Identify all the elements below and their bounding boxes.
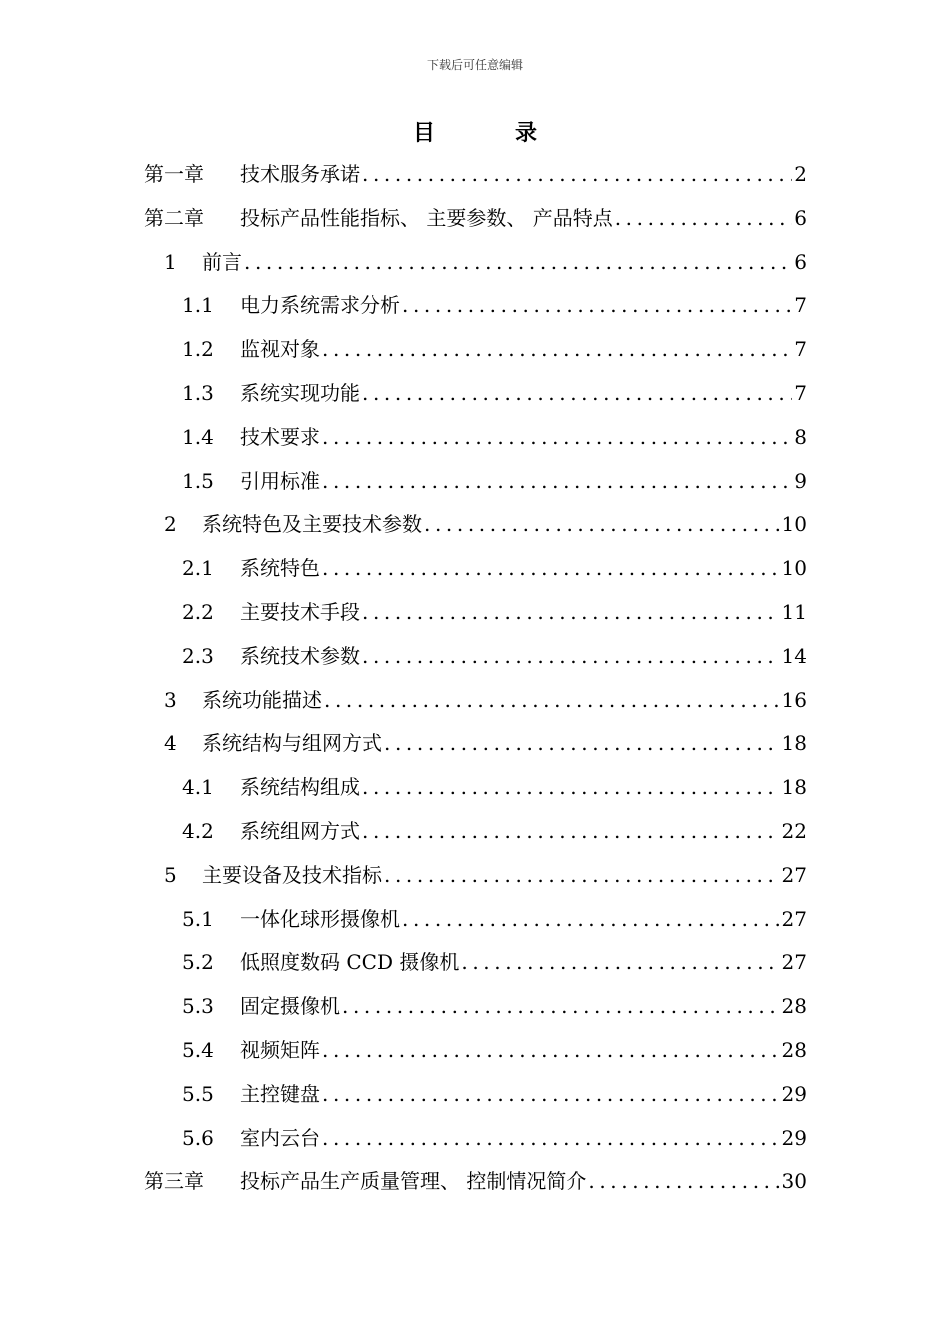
toc-entry[interactable] — [144, 591, 807, 635]
toc-entry-page: 27 — [781, 862, 807, 887]
toc-entry-page: 14 — [781, 643, 807, 668]
toc-entry-label: 监视对象 — [240, 337, 320, 362]
toc-entry-number: 1.4 — [182, 424, 214, 449]
toc-entry[interactable] — [144, 854, 807, 898]
toc-entry-page: 2 — [794, 162, 807, 186]
toc-entry-number: 1.1 — [182, 293, 214, 318]
toc-entry-number: 第三章 — [144, 1169, 204, 1194]
toc-entry[interactable] — [144, 941, 807, 985]
toc-dot-leader — [322, 416, 792, 460]
toc-entry-label: 投标产品生产质量管理、 控制情况简介 — [240, 1169, 587, 1194]
toc-entry-label: 系统技术参数 — [240, 643, 360, 668]
toc-dot-leader — [322, 328, 792, 372]
toc-dot-leader — [362, 372, 792, 416]
toc-entry-page: 8 — [794, 424, 807, 449]
toc-entry-page: 10 — [781, 512, 807, 537]
toc-entry-label: 前言 — [202, 249, 242, 274]
toc-entry-label: 低照度数码 CCD 摄像机 — [240, 950, 460, 975]
toc-entry-label: 系统结构与组网方式 — [202, 731, 382, 756]
toc-entry-label: 引用标准 — [240, 468, 320, 493]
toc-entry[interactable] — [144, 372, 807, 416]
toc-entry[interactable] — [144, 810, 807, 854]
toc-dot-leader — [322, 1117, 780, 1161]
toc-entry-number: 5.5 — [182, 1081, 214, 1106]
toc-entry[interactable] — [144, 766, 807, 810]
toc-entry-number: 2 — [164, 512, 177, 537]
toc-entry-page: 29 — [781, 1081, 807, 1106]
toc-entry[interactable] — [144, 153, 807, 197]
toc-entry-number: 4 — [164, 731, 177, 756]
toc-entry-number: 1.5 — [182, 468, 214, 493]
toc-dot-leader — [424, 503, 780, 547]
toc-dot-leader — [322, 460, 792, 504]
toc-dot-leader — [322, 1073, 780, 1117]
toc-entry-page: 28 — [781, 1037, 807, 1062]
toc-entry-number: 5 — [164, 862, 177, 887]
toc-entry[interactable] — [144, 898, 807, 942]
toc-entry-label: 系统实现功能 — [240, 380, 360, 405]
toc-entry-label: 电力系统需求分析 — [240, 293, 400, 318]
toc-entry-label: 技术要求 — [240, 424, 320, 449]
toc-entry-page: 29 — [781, 1125, 807, 1150]
toc-entry[interactable] — [144, 416, 807, 460]
toc-dot-leader — [362, 766, 780, 810]
toc-entry[interactable] — [144, 1029, 807, 1073]
toc-dot-leader — [615, 197, 793, 241]
toc-entry[interactable] — [144, 460, 807, 504]
toc-entry-page: 6 — [794, 249, 807, 274]
toc-entry-page: 27 — [781, 950, 807, 975]
toc-entry-page: 10 — [781, 556, 807, 581]
toc-title-part2: 录 — [515, 121, 538, 146]
toc-entry[interactable] — [144, 635, 807, 679]
page-header-note: 下载后可任意编辑 — [426, 58, 523, 72]
toc-entry-number: 5.4 — [182, 1037, 214, 1062]
toc-dot-leader — [342, 985, 780, 1029]
toc-entry-label: 系统功能描述 — [202, 687, 322, 712]
toc-title-part1: 目 — [412, 121, 435, 146]
toc-entry[interactable] — [144, 241, 807, 285]
toc-entry-page: 7 — [794, 337, 807, 362]
toc-entry-number: 4.2 — [182, 818, 214, 843]
toc-entry[interactable] — [144, 1160, 807, 1204]
toc-dot-leader — [362, 153, 792, 197]
toc-entry-label: 主要技术手段 — [240, 599, 360, 624]
toc-entry-label: 室内云台 — [240, 1125, 320, 1150]
toc-entry-page: 6 — [794, 205, 807, 230]
toc-entry-number: 1.3 — [182, 380, 214, 405]
toc-dot-leader — [402, 284, 792, 328]
toc-dot-leader — [324, 679, 780, 723]
toc-entry[interactable] — [144, 679, 807, 723]
toc-dot-leader — [362, 810, 780, 854]
toc-dot-leader — [322, 1029, 780, 1073]
toc-dot-leader — [362, 591, 780, 635]
toc-dot-leader — [402, 898, 780, 942]
toc-entry-number: 第一章 — [144, 162, 204, 186]
toc-entry-page: 28 — [781, 994, 807, 1019]
toc-entry-label: 固定摄像机 — [240, 994, 340, 1019]
toc-entry-number: 5.3 — [182, 994, 214, 1019]
toc-entry[interactable] — [144, 1073, 807, 1117]
toc-dot-leader — [322, 547, 780, 591]
toc-entry-page: 27 — [781, 906, 807, 931]
toc-entry-page: 30 — [781, 1169, 807, 1194]
toc-entry-page: 9 — [794, 468, 807, 493]
toc-entry-page: 7 — [794, 293, 807, 318]
toc-entry-number: 5.6 — [182, 1125, 214, 1150]
toc-entry-number: 5.1 — [182, 906, 214, 931]
toc-entry-page: 18 — [781, 731, 807, 756]
toc-dot-leader — [588, 1160, 779, 1204]
toc-title — [0, 116, 950, 147]
toc-entry-number: 2.1 — [182, 556, 214, 581]
toc-entry[interactable] — [144, 328, 807, 372]
toc-entry-label: 视频矩阵 — [240, 1037, 320, 1062]
toc-entry-number: 1.2 — [182, 337, 214, 362]
toc-entry-label: 主控键盘 — [240, 1081, 320, 1106]
toc-entry-number: 3 — [164, 687, 177, 712]
toc-entry-label: 系统结构组成 — [240, 775, 360, 800]
toc-entry-number: 2.3 — [182, 643, 214, 668]
toc-entry-page: 16 — [781, 687, 807, 712]
toc-entry[interactable] — [144, 197, 807, 241]
toc-entry-label: 技术服务承诺 — [240, 162, 360, 186]
toc-dot-leader — [384, 854, 780, 898]
toc-entry-label: 系统特色及主要技术参数 — [202, 512, 422, 537]
toc-dot-leader — [461, 941, 779, 985]
table-of-contents — [144, 153, 807, 1204]
toc-entry-number: 2.2 — [182, 599, 214, 624]
toc-entry[interactable] — [144, 547, 807, 591]
toc-entry-number: 第二章 — [144, 205, 204, 230]
toc-entry-page: 11 — [781, 599, 807, 624]
toc-entry-number: 5.2 — [182, 950, 214, 975]
toc-dot-leader — [244, 241, 792, 285]
toc-entry[interactable] — [144, 985, 807, 1029]
toc-entry-label: 投标产品性能指标、 主要参数、 产品特点 — [240, 205, 613, 230]
toc-entry-label: 一体化球形摄像机 — [240, 906, 400, 931]
toc-entry-label: 主要设备及技术指标 — [202, 862, 382, 887]
toc-dot-leader — [384, 722, 780, 766]
toc-dot-leader — [362, 635, 780, 679]
toc-entry[interactable] — [144, 503, 807, 547]
toc-entry[interactable] — [144, 722, 807, 766]
toc-entry-number: 1 — [164, 249, 177, 274]
toc-entry-number: 4.1 — [182, 775, 214, 800]
toc-entry[interactable] — [144, 1117, 807, 1161]
toc-entry-page: 22 — [781, 818, 807, 843]
toc-entry-page: 18 — [781, 775, 807, 800]
toc-entry[interactable] — [144, 284, 807, 328]
toc-entry-label: 系统特色 — [240, 556, 320, 581]
toc-entry-label: 系统组网方式 — [240, 818, 360, 843]
toc-entry-page: 7 — [794, 380, 807, 405]
